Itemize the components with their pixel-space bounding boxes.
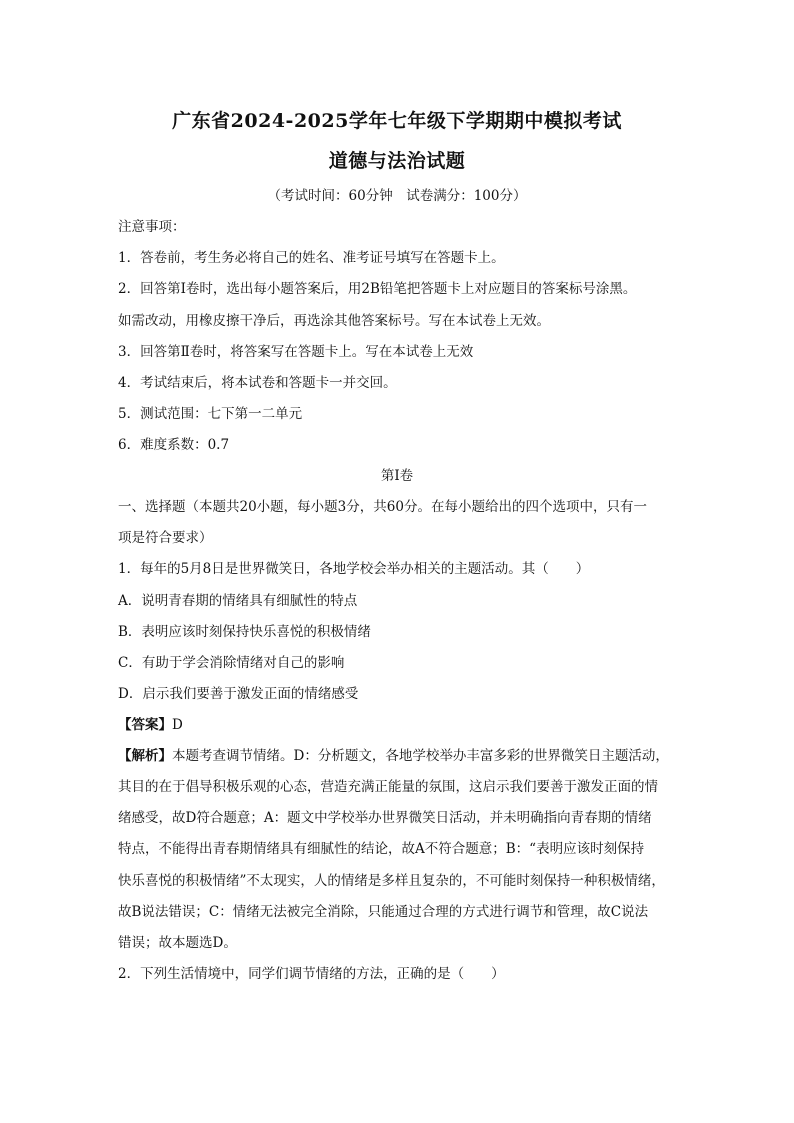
analysis-text: 特点，不能得出青春期情绪具有细腻性的结论，故A不符合题意；B：“表明应该时刻保持 — [118, 841, 645, 857]
analysis-text: 故B说法错误；C：情绪无法被完全消除，只能通过合理的方式进行调节和管理，故C说法 — [118, 904, 649, 920]
section-instruction: 项是符合要求） — [118, 530, 213, 546]
analysis-text: 本题考查调节情绪。D：分析题文，各地学校举办丰富多彩的世界微笑日主题活动， — [172, 748, 669, 764]
note-item: 1．答卷前，考生务必将自己的姓名、准考证号填写在答题卡上。 — [118, 250, 505, 266]
exam-subtitle: 道德与法治试题 — [328, 150, 466, 172]
exam-title: 广东省2024-2025学年七年级下学期期中模拟考试 — [172, 110, 622, 132]
analysis-text: 绪感受，故D符合题意；A：题文中学校举办世界微笑日活动，并未明确指向青春期的情绪 — [118, 810, 652, 826]
answer-value: D — [172, 717, 183, 733]
note-item: 5．测试范围：七下第一二单元 — [118, 406, 303, 422]
notes-heading: 注意事项： — [118, 219, 186, 235]
question-1-option-b: B．表明应该时刻保持快乐喜悦的积极情绪 — [118, 624, 371, 640]
analysis-text: 快乐喜悦的积极情绪”不太现实，人的情绪是多样且复杂的，不可能时刻保持一种积极情绪， — [118, 873, 665, 889]
question-2-stem: 2．下列生活情境中，同学们调节情绪的方法，正确的是（ ） — [118, 966, 505, 982]
question-1-stem: 1．每年的5月8日是世界微笑日，各地学校会举办相关的主题活动。其（ ） — [118, 561, 590, 577]
analysis-text: 其目的在于倡导积极乐观的心态，营造充满正能量的氛围，这启示我们要善于激发正面的情 — [118, 779, 658, 795]
question-1-answer — [118, 715, 183, 735]
note-item: 3．回答第Ⅱ卷时，将答案写在答题卡上。写在本试卷上无效 — [118, 344, 474, 360]
exam-info: （考试时间：60分钟 试卷满分：100分） — [267, 188, 527, 204]
note-item: 2．回答第Ⅰ卷时，选出每小题答案后，用2B铅笔把答题卡上对应题目的答案标号涂黑。 — [118, 281, 637, 297]
note-item: 如需改动，用橡皮擦干净后，再选涂其他答案标号。写在本试卷上无效。 — [118, 313, 550, 329]
question-1-option-d: D．启示我们要善于激发正面的情绪感受 — [118, 686, 359, 702]
note-item: 6．难度系数：0.7 — [118, 437, 230, 453]
analysis-text: 错误；故本题选D。 — [118, 935, 237, 951]
question-1-option-c: C．有助于学会消除情绪对自己的影响 — [118, 655, 345, 671]
note-item: 4．考试结束后，将本试卷和答题卡一并交回。 — [118, 375, 397, 391]
analysis-label: 【解析】 — [118, 748, 172, 764]
section-instruction: 一、选择题（本题共20小题，每小题3分，共60分。在每小题给出的四个选项中，只有一 — [118, 499, 647, 515]
question-1-option-a: A．说明青春期的情绪具有细腻性的特点 — [118, 593, 358, 609]
answer-label: 【答案】 — [118, 717, 172, 733]
volume-label: 第Ⅰ卷 — [380, 468, 414, 484]
question-1-analysis — [118, 746, 669, 766]
